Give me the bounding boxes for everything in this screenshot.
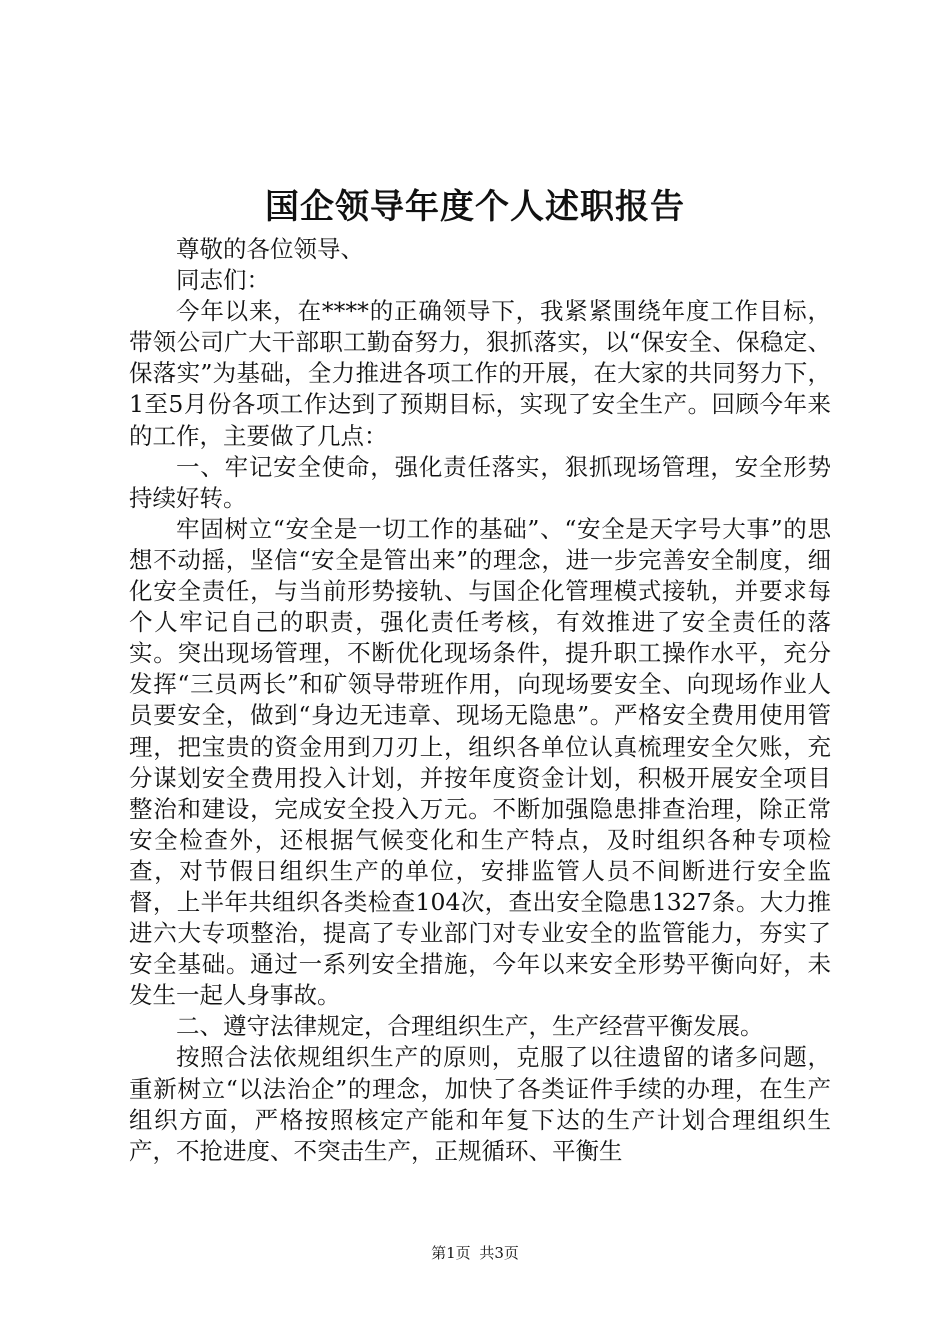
salutation-line-1: 尊敬的各位领导、 bbox=[176, 235, 364, 263]
salutation-line-2: 同志们： bbox=[176, 266, 270, 295]
document-body bbox=[129, 234, 831, 1167]
page-number: 第1页 bbox=[431, 1244, 471, 1262]
section-1-paragraph: 牢固树立“安全是一切工作的基础”、“安全是天字号大事”的思想不动摇，坚信“安全是管出来”的理念，进一步完善安全制度，细化安全责任，与当前形势接轨、与国企化管理模式接轨，并要求每个人牢记自己的职责，强化责任考核，有效推进了安全责任的落实。突出现场管理，不断优化现场条件，提升职工操作水平，充分发挥“三员两长”和矿领导带班作用，向现场要安全、向现场作业人员要安全，做到“身边无违章、现场无隐患”。严格安全费用使用管理，把宝贵的资金用到刀刃上，组织各单位认真梳理安全欠账，充分谋划安全费用投入计划，并按年度资金计划，积极开展安全项目整治和建设，完成安全投入万元。不断加强隐患排查治理，除正常安全检查外，还根据气候变化和生产特点，及时组织各种专项检查，对节假日组织生产的单位，安排监管人员不间断进行安全监督，上半年共组织各类检查104次，查出安全隐患1327条。大力推进六大专项整治，提高了专业部门对专业安全的监管能力，夯实了安全基础。通过一系列安全措施，今年以来安全形势平衡向好，未发生一起人身事故。 bbox=[129, 514, 831, 1010]
intro-paragraph: 今年以来，在****的正确领导下，我紧紧围绕年度工作目标，带领公司广大干部职工勤奋努力，狠抓落实，以“保安全、保稳定、保落实”为基础，全力推进各项工作的开展，在大家的共同努力下，1至5月份各项工作达到了预期目标，实现了安全生产。回顾今年来的工作，主要做了几点： bbox=[129, 297, 831, 450]
section-heading-1: 一、牢记安全使命，强化责任落实，狠抓现场管理，安全形势持续好转。 bbox=[129, 452, 831, 512]
page-footer bbox=[0, 1243, 950, 1263]
page-total: 共3页 bbox=[479, 1244, 519, 1262]
section-heading-2: 二、遵守法律规定，合理组织生产，生产经营平衡发展。 bbox=[176, 1012, 764, 1041]
section-2-paragraph: 按照合法依规组织生产的原则，克服了以往遗留的诸多问题，重新树立“以法治企”的理念，加快了各类证件手续的办理，在生产组织方面，严格按照核定产能和年复下达的生产计划合理组织生产，不抢进度、不突击生产，正规循环、平衡生 bbox=[129, 1043, 831, 1165]
document-title: 国企领导年度个人述职报告 bbox=[265, 187, 685, 227]
